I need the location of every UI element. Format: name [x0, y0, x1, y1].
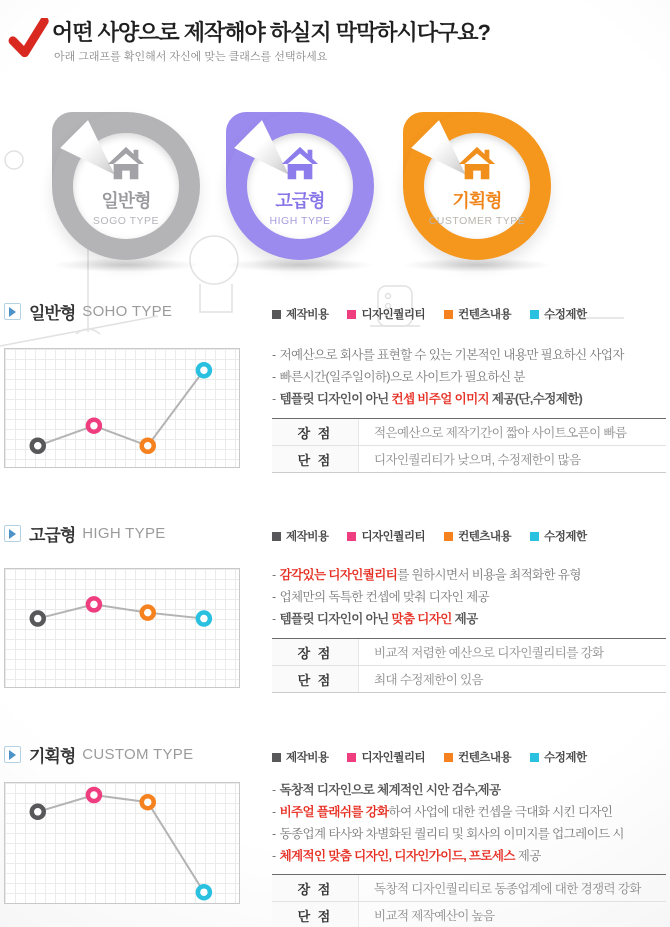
legend-chip: [347, 532, 356, 541]
legend-item: 제작비용: [272, 306, 328, 322]
line-chart-high: [4, 568, 240, 688]
row-value: 디자인퀄리티가 낮으며, 수정제한이 많음: [358, 446, 666, 472]
page-title: 어떤 사양으로 제작해야 하실지 막막하시다구요?: [52, 20, 490, 45]
legend-item: 수정제한: [530, 528, 586, 544]
legend-item: 제작비용: [272, 528, 328, 544]
legend-chip: [444, 310, 453, 319]
section-title-korean: 고급형: [29, 526, 76, 545]
play-icon[interactable]: [4, 746, 21, 763]
legend-chip: [272, 532, 281, 541]
bullet-line: - 빠른시간(일주일이하)으로 사이트가 필요하신 분: [272, 370, 525, 384]
table-row: [272, 446, 666, 473]
page-subtitle: 아래 그래프를 확인해서 자신에 맞는 클래스를 선택하세요: [54, 51, 328, 63]
section-title-english: HIGH TYPE: [82, 525, 166, 542]
legend-chip: [272, 753, 281, 762]
legend-chip: [444, 753, 453, 762]
section-title-korean: 기획형: [29, 747, 76, 766]
line-chart-custom: [4, 782, 240, 904]
bullet-line: - 독창적 디자인으로 체계적인 시안 검수,제공: [272, 783, 501, 797]
legend-item: 컨텐츠내용: [444, 528, 511, 544]
bullet-list-high: [272, 564, 670, 630]
row-label: 단 점: [272, 902, 358, 927]
section-title-soho: [4, 299, 172, 324]
bullet-line: - 감각있는 디자인퀄리티를 원하시면서 비용을 최적화한 유형: [272, 568, 581, 582]
badge-shadow: [225, 258, 375, 272]
legend-item: 수정제한: [530, 306, 586, 322]
bullet-list-soho: [272, 344, 670, 410]
bullet-line: - 템플릿 디자인이 아닌 맞춤 디자인 제공: [272, 612, 478, 626]
bullet-line: - 저예산으로 회사를 표현할 수 있는 기본적인 내용만 필요하신 사업자: [272, 348, 624, 362]
legend-item: 디자인퀄리티: [347, 528, 425, 544]
legend-chip: [530, 310, 539, 319]
badge-type: SOGO TYPE: [92, 215, 160, 227]
table-row: [272, 875, 666, 902]
section-title-english: SOHO TYPE: [82, 303, 173, 320]
badge-shadow: [51, 258, 201, 272]
bullet-line: - 비주얼 플래쉬를 강화하여 사업에 대한 컨셉을 극대화 시킨 디자인: [272, 805, 613, 819]
play-icon[interactable]: [4, 525, 21, 542]
badge-high-type[interactable]: [226, 112, 374, 260]
section-title-custom: [4, 742, 193, 767]
row-value: 비교적 제작예산이 높음: [358, 902, 666, 927]
house-icon: [106, 145, 146, 183]
badge-shadow: [402, 258, 552, 272]
house-icon: [280, 145, 320, 183]
badge-customer-type[interactable]: [403, 112, 551, 260]
legend-chip: [444, 532, 453, 541]
row-label: 단 점: [272, 446, 358, 472]
badge-name: 기획형: [452, 191, 502, 211]
row-label: 장 점: [272, 639, 358, 665]
legend-item: 컨텐츠내용: [444, 749, 511, 765]
table-row: [272, 902, 666, 927]
badge-name: 고급형: [275, 191, 325, 211]
row-value: 독창적 디자인퀄리티로 동종업계에 대한 경쟁력 강화: [358, 875, 666, 901]
chart-legend: [272, 528, 587, 544]
legend-item: 디자인퀄리티: [347, 306, 425, 322]
row-label: 장 점: [272, 875, 358, 901]
pros-cons-table-soho: [272, 418, 666, 473]
table-row: [272, 666, 666, 693]
chart-legend: [272, 306, 587, 322]
table-row: [272, 419, 666, 446]
legend-item: 제작비용: [272, 749, 328, 765]
legend-item: 수정제한: [530, 749, 586, 765]
legend-item: 디자인퀄리티: [347, 749, 425, 765]
row-label: 단 점: [272, 666, 358, 692]
section-title-english: CUSTOM TYPE: [82, 746, 194, 763]
legend-chip: [530, 532, 539, 541]
section-title-high: [4, 521, 166, 546]
row-value: 최대 수정제한이 있음: [358, 666, 666, 692]
row-value: 적은예산으로 제작기간이 짧아 사이트오픈이 빠름: [358, 419, 666, 445]
row-label: 장 점: [272, 419, 358, 445]
badge-type: CUSTOMER TYPE: [428, 215, 526, 227]
pros-cons-table-custom: [272, 874, 666, 927]
pros-cons-table-high: [272, 638, 666, 693]
legend-chip: [272, 310, 281, 319]
line-chart-soho: [4, 348, 240, 468]
bullet-list-custom: [272, 779, 670, 867]
bullet-line: - 동종업계 타사와 차별화된 퀄리티 및 회사의 이미지를 업그레이드 시: [272, 827, 624, 841]
section-title-korean: 일반형: [29, 304, 76, 323]
chart-legend: [272, 749, 587, 765]
legend-item: 컨텐츠내용: [444, 306, 511, 322]
badge-name: 일반형: [101, 191, 151, 211]
legend-chip: [347, 753, 356, 762]
legend-chip: [530, 753, 539, 762]
house-icon: [457, 145, 497, 183]
table-row: [272, 639, 666, 666]
bullet-line: - 템플릿 디자인이 아닌 컨셉 비주얼 이미지 제공(단,수정제한): [272, 392, 583, 406]
legend-chip: [347, 310, 356, 319]
play-icon[interactable]: [4, 303, 21, 320]
check-icon: [8, 18, 50, 60]
bullet-line: - 체계적인 맞춤 디자인, 디자인가이드, 프로세스 제공: [272, 849, 541, 863]
badge-type: HIGH TYPE: [269, 215, 331, 227]
badge-sogo-type[interactable]: [52, 112, 200, 260]
row-value: 비교적 저렴한 예산으로 디자인퀄리티를 강화: [358, 639, 666, 665]
bullet-line: - 업체만의 독특한 컨셉에 맞춰 디자인 제공: [272, 590, 490, 604]
